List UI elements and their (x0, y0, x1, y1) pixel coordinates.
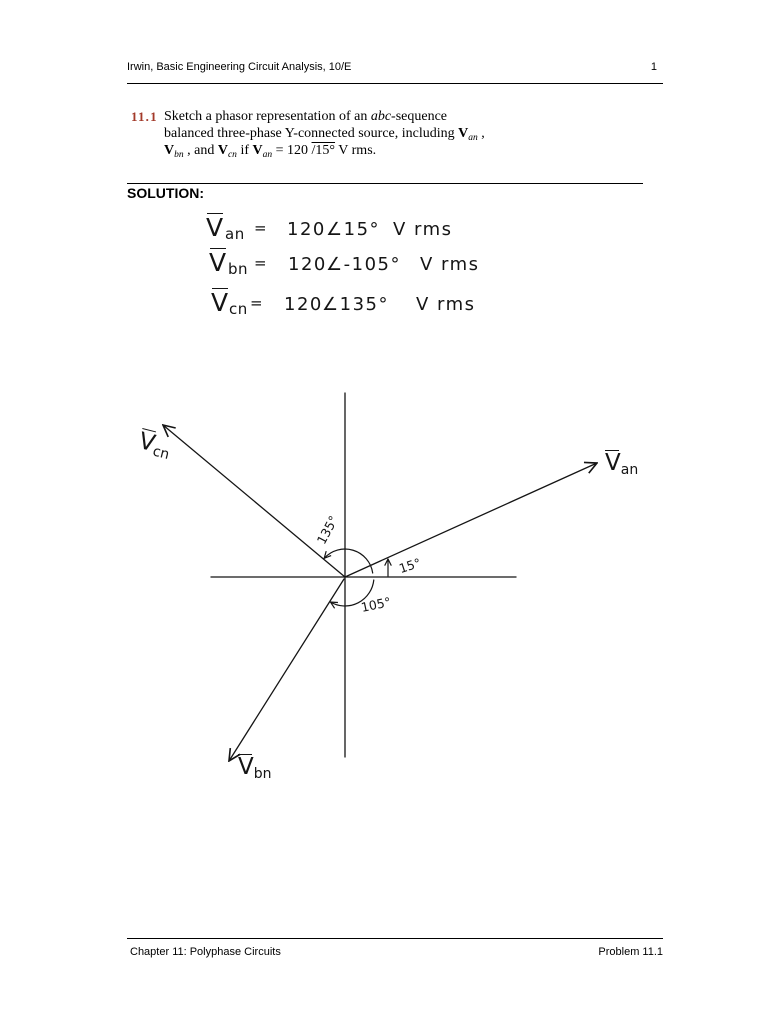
problem-text: Sketch a phasor representation of an (164, 109, 371, 124)
phasor-symbol: V (164, 143, 175, 158)
phasor-subscript: bn (253, 766, 272, 782)
problem-separator-rule (127, 183, 643, 184)
phasor-subscript: cn (227, 150, 237, 160)
angle-value: ∠135° (322, 294, 389, 315)
phasor-vbn-arrow (229, 579, 344, 761)
magnitude-value: 120 (287, 219, 326, 240)
phasor-subscript: cn (150, 443, 171, 464)
angle-arc-135 (324, 549, 373, 573)
phasor-subscript: an (468, 133, 478, 143)
diagram-strokes (163, 393, 597, 761)
unit-label: V rms (420, 254, 480, 275)
problem-italic-text: abc (370, 109, 392, 124)
phasor-symbol: V (217, 143, 228, 158)
phasor-label-van (605, 452, 638, 477)
phasor-symbol: V (458, 126, 469, 141)
phasor-symbol: V (136, 428, 158, 458)
problem-text: -sequence (391, 109, 448, 124)
phasor-symbol: V (206, 213, 224, 242)
phasor-label-vcn (136, 430, 173, 462)
phasor-symbol: V (605, 450, 621, 476)
problem-text: , and (183, 143, 218, 158)
problem-line-3 (164, 142, 376, 159)
magnitude-value: 120 (284, 294, 323, 315)
problem-line-1 (164, 108, 447, 125)
phasor-vcn-arrow (163, 425, 345, 577)
equals-sign: = (250, 294, 263, 312)
unit-label: V rms (416, 294, 476, 315)
phasor-subscript: bn (228, 260, 249, 278)
angle-label-15: 15° (396, 554, 423, 577)
angle-value: ∠15° (326, 219, 381, 240)
solution-heading: SOLUTION: (127, 185, 204, 201)
phasor-symbol: V (211, 288, 229, 317)
angle-label-135: 135° (313, 513, 342, 547)
header-page-number: 1 (650, 61, 657, 73)
problem-text: , (477, 126, 485, 141)
problem-text: V rms. (335, 143, 377, 158)
problem-text: = 120 (272, 143, 312, 158)
footer-chapter: Chapter 11: Polyphase Circuits (130, 946, 281, 958)
magnitude-value: 120 (288, 254, 327, 275)
problem-line-2 (164, 125, 485, 142)
phasor-symbol: V (252, 143, 263, 158)
header-rule (127, 83, 663, 84)
footer-problem: Problem 11.1 (598, 946, 663, 958)
angle-label-105: 105° (359, 594, 393, 615)
phasor-subscript: an (620, 462, 639, 478)
problem-statement (0, 108, 768, 162)
header-title: Irwin, Basic Engineering Circuit Analysis, 10/E (127, 61, 352, 73)
phasor-van-arrow (345, 463, 597, 577)
phasor-symbol: V (209, 248, 227, 277)
phasor-subscript: an (225, 225, 245, 243)
phasor-subscript: bn (174, 150, 184, 160)
problem-text: if (236, 143, 253, 158)
footer-rule (127, 938, 663, 939)
equals-sign: = (254, 254, 267, 272)
unit-label: V rms (393, 219, 453, 240)
problem-number: 11.1 (131, 109, 158, 124)
problem-text: balanced three-phase Y-connected source, including (164, 126, 459, 141)
phasor-subscript: an (262, 150, 273, 160)
angle-value: ∠-105° (326, 254, 401, 275)
phasor-symbol: V (238, 754, 254, 780)
phasor-subscript: cn (229, 300, 248, 318)
angle-notation: /15° (311, 143, 336, 158)
phasor-label-vbn (238, 756, 272, 781)
equals-sign: = (254, 219, 267, 237)
